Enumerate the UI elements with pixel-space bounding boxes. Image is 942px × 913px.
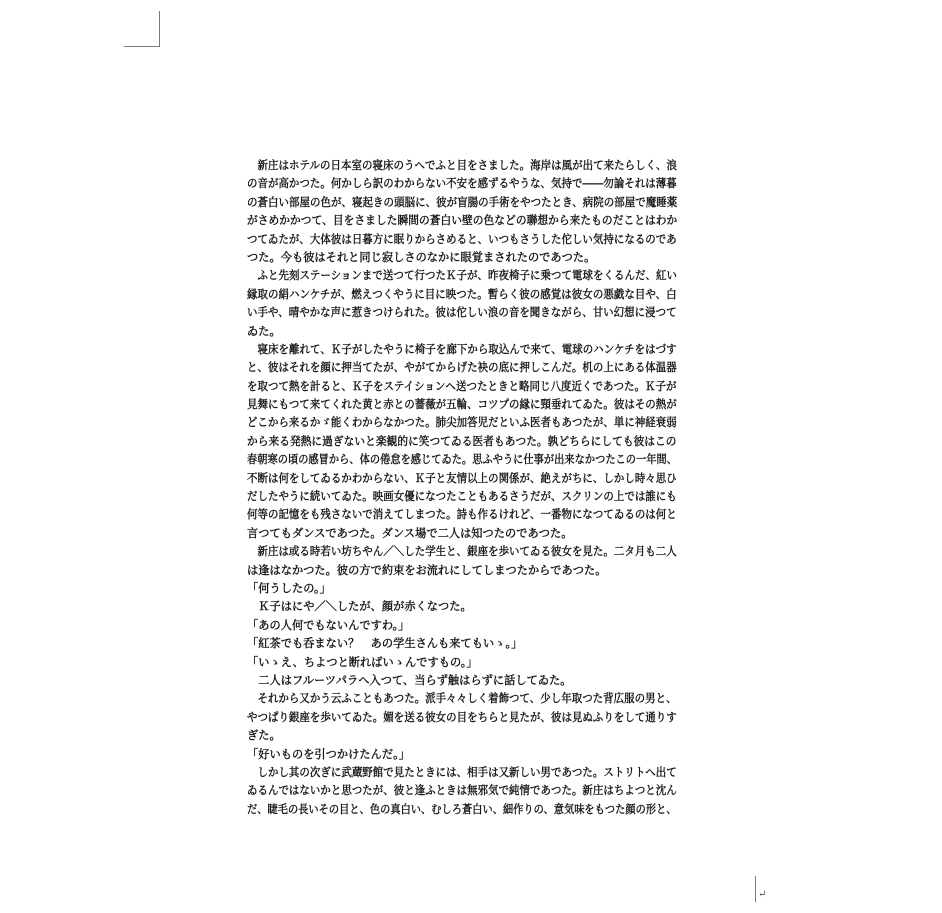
text-line: ゐた。 <box>247 323 281 338</box>
text-line: 何等の記憶をも残さないで消えてしまつた。詩も作るけれど、一番物になつてゐるのは何と <box>247 507 677 522</box>
document-body <box>247 156 677 818</box>
text-line: がさめかかつて、目をさました瞬間の蒼白い壁の色などの聯想から来たものだことはわか <box>247 213 678 228</box>
text-line: つた。今も彼はそれと同じ寂しさのなかに眼覚まされたのであつた。 <box>247 249 596 264</box>
text-line: 新庄は或る時若い坊ちやん／＼した学生と、銀座を歩いてゐる彼女を見た。二タ月も二人 <box>247 544 677 559</box>
text-line: 不断は何をしてゐるかわからない、Ｋ子と友情以上の関係が、絶えがちに、しかし時々思ひ <box>247 470 677 485</box>
text-line: 「あの人何でもないんですわ。」 <box>247 617 410 632</box>
text-line: は逢はなかつた。彼の方で約束をお流れにしてしまつたからであつた。 <box>247 562 607 577</box>
text-line: い手や、晴やかな声に惹きつけられた。彼は佗しい浪の音を聞きながら、甘い幻想に浸つて <box>247 305 677 320</box>
crop-mark-top-left-vertical <box>159 11 160 47</box>
text-line: 「いゝえ、ちよつと断ればいゝんですもの。」 <box>247 654 478 669</box>
text-line: 言つてもダンスであつた。ダンス場で二人は知つたのであつた。 <box>247 525 573 540</box>
text-line: の蒼白い部屋の色が、寝起きの頭脳に、彼が盲腸の手術をやつたとき、病院の部屋で魔睡薬 <box>247 194 678 209</box>
text-line: の音が高かつた。何かしら訳のわからない不安を感ずるやうな、気持で――勿論それは薄暮 <box>247 176 677 191</box>
crop-mark-top-left-horizontal <box>124 46 160 47</box>
crop-mark-bottom-right-vertical <box>755 876 756 902</box>
text-line: 春朝寒の頃の感冒から、体の倦怠を感じてゐた。思ふやうに仕事が出来なかつたこの一年間、 <box>247 452 677 467</box>
text-line: 新庄はホテルの日本室の寝床のうへでふと目をさました。海岸は風が出て来たらしく、浪 <box>247 158 677 172</box>
text-line: それから又かう云ふこともあつた。派手々々しく着飾つて、少し年取つた背広服の男と、 <box>247 691 677 706</box>
text-line: つてゐたが、大体彼は日暮方に眠りからさめると、いつもさうした佗しい気持になるのであ <box>247 231 677 246</box>
text-line: やつぱり銀座を歩いてゐた。媚を送る彼女の目をちらと見たが、彼は見ぬふりをして通りす <box>247 709 677 724</box>
text-line: しかし其の次ぎに武蔵野館で見たときには、相手は又新しい男であつた。ストリトへ出て <box>247 764 677 779</box>
paragraph-mark-icon: ↵ <box>758 889 767 900</box>
text-line: ゐるんではないかと思つたが、彼と逢ふときは無邪気で純情であつた。新庄はちよつと沈ん <box>247 783 677 798</box>
text-line: Ｋ子はにや／＼したが、顔が赤くなつた。 <box>247 599 472 614</box>
text-line: を取つて熱を計ると、Ｋ子をステイションへ送つたときと略同じ八度近くであつた。Ｋ子が <box>247 378 677 393</box>
text-line: から来る発熱に過ぎないと楽観的に笑つてゐる医者もあつた。孰どちらにしても彼はこの <box>247 433 677 448</box>
text-line: と、彼はそれを顔に押当てたが、やがてからげた袂の底に押しこんだ。机の上にある体温器 <box>247 360 677 375</box>
text-line: ふと先刻ステーションまで送つて行つたＫ子が、昨夜椅子に乗つて電球をくるんだ、紅い <box>247 268 678 283</box>
text-line: だしたやうに続いてゐた。映画女優になつたこともあるさうだが、スクリンの上では誰にも <box>247 489 677 504</box>
text-line: 「紅茶でも呑まない？ あの学生さんも来てもいゝ。」 <box>247 636 523 651</box>
text-line: 「何うしたの。」 <box>247 580 331 595</box>
text-line: 縁取の絹ハンケチが、燃えつくやうに目に映つた。暫らく彼の感覚は彼女の悪戯な目や、白 <box>247 286 677 301</box>
text-line: 寝床を離れて、Ｋ子がしたやうに椅子を廊下から取込んで来て、電球のハンケチをはづす <box>247 341 677 356</box>
text-line: だ、睫毛の長いその目と、色の真白い、むしろ蒼白い、細作りの、意気味をもつた顔の形と、 <box>247 801 677 816</box>
text-line: 見舞にもつて来てくれた黄と赤との薔薇が五輪、コツプの縁に頸垂れてゐた。彼はその熱が <box>247 397 677 412</box>
text-line: ぎた。 <box>247 728 281 743</box>
text-line: 「好いものを引つかけたんだ。」 <box>247 746 410 761</box>
text-line: どこから来るかゞ能くわからなかつた。肺尖加答児だといふ医者もあつたが、単に神経衰弱 <box>247 415 677 430</box>
text-line: 二人はフルーツパラへ入つて、当らず触はらずに話してゐた。 <box>247 672 572 687</box>
